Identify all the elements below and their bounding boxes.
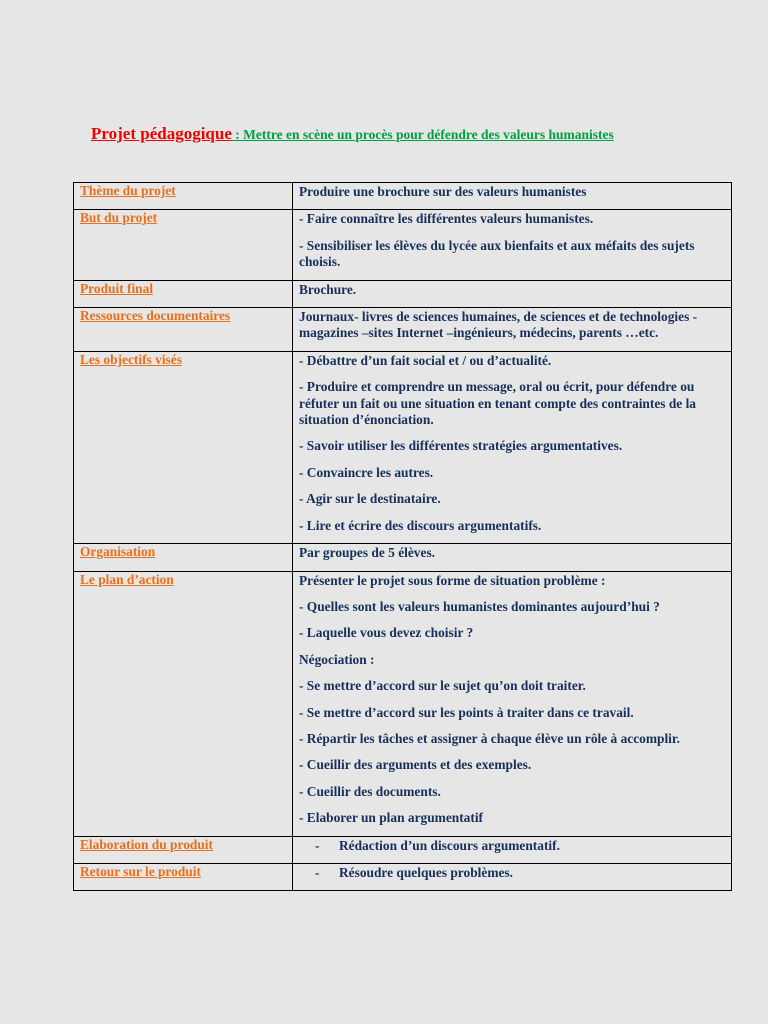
title-main: Projet pédagogique [91,124,232,143]
row-content [293,308,732,352]
title-separator: : [231,127,244,142]
row-content [293,863,732,890]
content-line: - Se mettre d’accord sur le sujet qu’on doit traiter. [299,678,586,694]
content-line: - Se mettre d’accord sur les points à traiter dans ce travail. [299,704,634,720]
content-line: - Elaborer un plan argumentatif [299,810,484,826]
row-content [293,571,732,836]
row-content [293,280,732,307]
table-row [74,863,732,890]
row-label: Ressources documentaires [74,308,293,352]
content-line: - Débattre d’un fait social et / ou d’actualité. [299,352,552,368]
content-line: Présenter le projet sous forme de situation problème : [299,572,606,588]
row-label: Organisation [74,544,293,571]
list-item-text: Résoudre quelques problèmes. [339,864,513,880]
table-row [74,280,732,307]
row-label: Thème du projet [74,183,293,210]
content-line: - Lire et écrire des discours argumentatifs. [299,517,542,533]
list-bullet: - [315,864,320,880]
content-line: - Répartir les tâches et assigner à chaque élève un rôle à accomplir. [299,730,680,746]
row-label: Retour sur le produit [74,863,293,890]
content-line: - Sensibiliser les élèves du lycée aux bienfaits et aux méfaits des sujets choisis. [299,237,695,270]
content-line: - Quelles sont les valeurs humanistes dominantes aujourd’hui ? [299,598,660,614]
content-line [299,837,725,863]
table-row [74,571,732,836]
table-row [74,836,732,863]
row-label: Les objectifs visés [74,351,293,543]
table-row [74,210,732,280]
project-table-body [74,183,732,891]
content-line: - Savoir utiliser les différentes stratégies argumentatives. [299,438,623,454]
list-item-text: Rédaction d’un discours argumentatif. [339,837,560,853]
row-content [293,836,732,863]
content-line: - Cueillir des arguments et des exemples. [299,757,532,773]
table-row [74,351,732,543]
content-line: - Convaincre les autres. [299,464,434,480]
row-label: Elaboration du produit [74,836,293,863]
content-line: - Cueillir des documents. [299,783,441,799]
content-line: - Faire connaître les différentes valeurs humanistes. [299,211,594,227]
row-content [293,183,732,210]
content-line: - Agir sur le destinataire. [299,491,441,507]
row-label: Le plan d’action [74,571,293,836]
table-row [74,544,732,571]
content-line: Par groupes de 5 élèves. [299,545,435,561]
content-line: Brochure. [299,281,357,297]
content-line: Journaux- livres de sciences humaines, de sciences et de technologies - magazines –sites Internet –ingénieurs, médecins, parents …etc. [299,309,698,341]
table-row [74,308,732,352]
row-content [293,544,732,571]
content-line: - Laquelle vous devez choisir ? [299,625,474,641]
list-bullet: - [315,837,320,853]
row-content [293,210,732,280]
row-content [293,351,732,543]
table-row [74,183,732,210]
title-subtitle: Mettre en scène un procès pour défendre des valeurs humanistes [243,127,614,142]
content-line: - Produire et comprendre un message, oral ou écrit, pour défendre ou réfuter un fait ou une situation en tenant compte des contraintes de la situation d’énonciation. [299,379,696,428]
page-title [91,124,614,144]
row-label: Produit final [74,280,293,307]
content-line [299,864,725,890]
project-table [73,182,732,891]
content-line: Produire une brochure sur des valeurs humanistes [299,184,587,199]
row-label: But du projet [74,210,293,280]
content-line: Négociation : [299,651,375,667]
